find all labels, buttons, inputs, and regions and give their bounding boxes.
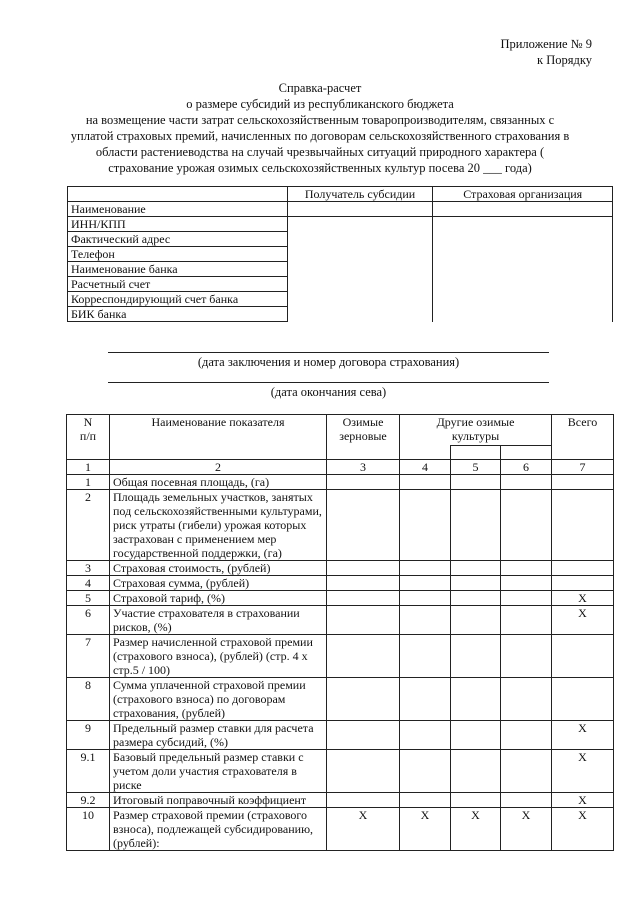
not-applicable-mark: X: [552, 606, 614, 635]
indicator-name: Участие страхователя в страховании рисков, (%): [110, 606, 327, 635]
calc-row: [67, 591, 614, 606]
header-num: N п/п: [67, 415, 110, 460]
header-total: Всего: [552, 415, 614, 460]
row-number: 3: [67, 561, 110, 576]
indicator-name: Площадь земельных участков, занятых под сельскохозяйственными культурами, риск утраты (гибели) урожая которых застрахован с применением мер государственной поддержки, (га): [110, 490, 327, 561]
header-indicator-name: Наименование показателя: [110, 415, 327, 460]
value-cell[interactable]: [400, 561, 451, 576]
requisites-header-recipient: Получатель субсидии: [287, 187, 433, 202]
sowing-line: [108, 382, 549, 383]
row-number: 2: [67, 490, 110, 561]
subheader-col5: [451, 445, 501, 460]
recipient-value-cell[interactable]: [287, 277, 433, 292]
not-applicable-mark: X: [552, 721, 614, 750]
value-cell[interactable]: [327, 576, 400, 591]
value-cell[interactable]: [400, 490, 451, 561]
calc-row: [67, 793, 614, 808]
row-number: 6: [67, 606, 110, 635]
value-cell[interactable]: [501, 793, 552, 808]
value-cell[interactable]: [400, 591, 451, 606]
not-applicable-mark: X: [552, 750, 614, 793]
indicator-name: Страховая стоимость, (рублей): [110, 561, 327, 576]
column-number: 7: [552, 460, 614, 475]
value-cell[interactable]: [400, 635, 451, 678]
row-number: 9.1: [67, 750, 110, 793]
insurer-value-cell[interactable]: [433, 307, 613, 322]
recipient-value-cell[interactable]: [287, 247, 433, 262]
subheader-col6: [501, 445, 552, 460]
calc-row: [67, 606, 614, 635]
value-cell[interactable]: [327, 721, 400, 750]
header-winter-grain: Озимые зерновые: [327, 415, 400, 460]
indicator-name: Страховая сумма, (рублей): [110, 576, 327, 591]
value-cell[interactable]: [327, 750, 400, 793]
row-number: 9: [67, 721, 110, 750]
requisites-label: Расчетный счет: [68, 277, 288, 292]
appendix-reference: [500, 36, 592, 68]
requisites-label: Наименование банка: [68, 262, 288, 277]
insurer-value-cell[interactable]: [433, 232, 613, 247]
requisites-label: ИНН/КПП: [68, 217, 288, 232]
value-cell[interactable]: [451, 678, 501, 721]
requisites-label: Наименование: [68, 202, 288, 217]
calc-row: [67, 750, 614, 793]
indicator-name: Базовый предельный размер ставки с учетом доли участия страхователя в риске: [110, 750, 327, 793]
indicator-name: Размер начисленной страховой премии (страхового взноса), (рублей) (стр. 4 х стр.5 / 100): [110, 635, 327, 678]
value-cell[interactable]: [327, 561, 400, 576]
insurer-value-cell[interactable]: [433, 292, 613, 307]
calc-row: [67, 635, 614, 678]
row-number: 8: [67, 678, 110, 721]
value-cell[interactable]: [552, 635, 614, 678]
appendix-number: Приложение № 9: [500, 37, 592, 51]
value-cell[interactable]: [451, 793, 501, 808]
requisites-label: Фактический адрес: [68, 232, 288, 247]
column-number: 4: [400, 460, 451, 475]
value-cell[interactable]: [501, 635, 552, 678]
calculation-table: [66, 414, 614, 851]
recipient-value-cell[interactable]: [287, 232, 433, 247]
insurer-value-cell[interactable]: [433, 202, 613, 217]
value-cell[interactable]: [451, 561, 501, 576]
value-cell[interactable]: [451, 635, 501, 678]
sowing-caption: (дата окончания сева): [270, 385, 387, 399]
value-cell[interactable]: [327, 490, 400, 561]
not-applicable-mark: X: [552, 793, 614, 808]
value-cell[interactable]: [552, 561, 614, 576]
not-applicable-mark: X: [501, 808, 552, 851]
value-cell[interactable]: [451, 576, 501, 591]
header-other-winter: Другие озимые культуры: [400, 415, 552, 446]
requisites-header-insurer: Страховая организация: [433, 187, 613, 202]
value-cell[interactable]: [501, 591, 552, 606]
requisites-row: [68, 277, 613, 292]
row-number: 9.2: [67, 793, 110, 808]
row-number: 7: [67, 635, 110, 678]
heading-line: о размере субсидий из республиканского бюджета: [186, 97, 454, 111]
recipient-value-cell[interactable]: [287, 307, 433, 322]
requisites-header-blank: [68, 187, 288, 202]
column-number: 6: [501, 460, 552, 475]
value-cell[interactable]: [501, 561, 552, 576]
not-applicable-mark: X: [327, 808, 400, 851]
value-cell[interactable]: [501, 721, 552, 750]
indicator-name: Итоговый поправочный коэффициент: [110, 793, 327, 808]
requisites-label: Корреспондирующий счет банка: [68, 292, 288, 307]
insurer-value-cell[interactable]: [433, 247, 613, 262]
recipient-value-cell[interactable]: [287, 262, 433, 277]
value-cell[interactable]: [400, 678, 451, 721]
value-cell[interactable]: [327, 591, 400, 606]
column-number: 5: [451, 460, 501, 475]
value-cell[interactable]: [552, 475, 614, 490]
value-cell[interactable]: [552, 576, 614, 591]
value-cell[interactable]: [501, 750, 552, 793]
requisites-row: [68, 247, 613, 262]
heading-line: страхование урожая озимых сельскохозяйственных культур посева 20 ___ года): [108, 161, 532, 175]
column-number: 1: [67, 460, 110, 475]
value-cell[interactable]: [552, 678, 614, 721]
requisites-row: [68, 217, 613, 232]
heading-line: уплатой страховых премий, начисленных по договорам сельскохозяйственного страхования в: [70, 129, 570, 143]
value-cell[interactable]: [501, 576, 552, 591]
insurer-value-cell[interactable]: [433, 262, 613, 277]
value-cell[interactable]: [451, 606, 501, 635]
requisites-row: [68, 307, 613, 322]
requisites-row: [68, 262, 613, 277]
not-applicable-mark: X: [400, 808, 451, 851]
value-cell[interactable]: [451, 721, 501, 750]
row-number: 5: [67, 591, 110, 606]
calc-row: [67, 721, 614, 750]
calc-row: [67, 576, 614, 591]
row-number: 1: [67, 475, 110, 490]
calc-row: [67, 490, 614, 561]
heading-line: на возмещение части затрат сельскохозяйственным товаропроизводителям, связанных с: [85, 113, 555, 127]
calc-row: [67, 678, 614, 721]
value-cell[interactable]: [327, 475, 400, 490]
row-number: 10: [67, 808, 110, 851]
requisites-row: [68, 202, 613, 217]
requisites-label: БИК банка: [68, 307, 288, 322]
value-cell[interactable]: [327, 606, 400, 635]
value-cell[interactable]: [400, 793, 451, 808]
value-cell[interactable]: [501, 606, 552, 635]
not-applicable-mark: X: [451, 808, 501, 851]
value-cell[interactable]: [400, 750, 451, 793]
value-cell[interactable]: [552, 490, 614, 561]
value-cell[interactable]: [400, 606, 451, 635]
value-cell[interactable]: [327, 678, 400, 721]
insurer-value-cell[interactable]: [433, 217, 613, 232]
requisites-row: [68, 292, 613, 307]
indicator-name: Предельный размер ставки для расчета размера субсидий, (%): [110, 721, 327, 750]
appendix-order: к Порядку: [537, 53, 592, 67]
requisites-row: [68, 232, 613, 247]
value-cell[interactable]: [327, 793, 400, 808]
value-cell[interactable]: [400, 576, 451, 591]
value-cell[interactable]: [501, 475, 552, 490]
value-cell[interactable]: [400, 475, 451, 490]
document-heading: [40, 80, 600, 176]
not-applicable-mark: X: [552, 591, 614, 606]
not-applicable-mark: X: [552, 808, 614, 851]
requisites-table: [67, 186, 613, 322]
value-cell[interactable]: [327, 635, 400, 678]
column-number: 3: [327, 460, 400, 475]
calc-row: [67, 561, 614, 576]
value-cell[interactable]: [501, 490, 552, 561]
value-cell[interactable]: [501, 678, 552, 721]
value-cell[interactable]: [451, 475, 501, 490]
value-cell[interactable]: [451, 591, 501, 606]
requisites-label: Телефон: [68, 247, 288, 262]
subheader-spacer: [400, 445, 451, 460]
heading-title: Справка-расчет: [278, 81, 362, 95]
indicator-name: Размер страховой премии (страхового взноса), подлежащей субсидированию, (рублей):: [110, 808, 327, 851]
recipient-value-cell[interactable]: [287, 202, 433, 217]
recipient-value-cell[interactable]: [287, 292, 433, 307]
contract-line: [108, 352, 549, 353]
column-numbers-row: [67, 460, 614, 475]
value-cell[interactable]: [400, 721, 451, 750]
recipient-value-cell[interactable]: [287, 217, 433, 232]
value-cell[interactable]: [451, 750, 501, 793]
requisites-header-row: [68, 187, 613, 202]
column-number: 2: [110, 460, 327, 475]
insurer-value-cell[interactable]: [433, 277, 613, 292]
contract-caption: (дата заключения и номер договора страхования): [197, 355, 460, 369]
calc-header-row: [67, 415, 614, 446]
calc-row: [67, 475, 614, 490]
indicator-name: Сумма уплаченной страховой премии (страхового взноса) по договорам страхования, (рублей): [110, 678, 327, 721]
row-number: 4: [67, 576, 110, 591]
calc-row: [67, 808, 614, 851]
indicator-name: Страховой тариф, (%): [110, 591, 327, 606]
indicator-name: Общая посевная площадь, (га): [110, 475, 327, 490]
value-cell[interactable]: [451, 490, 501, 561]
heading-line: области растениеводства на случай чрезвычайных ситуаций природного характера (: [95, 145, 545, 159]
